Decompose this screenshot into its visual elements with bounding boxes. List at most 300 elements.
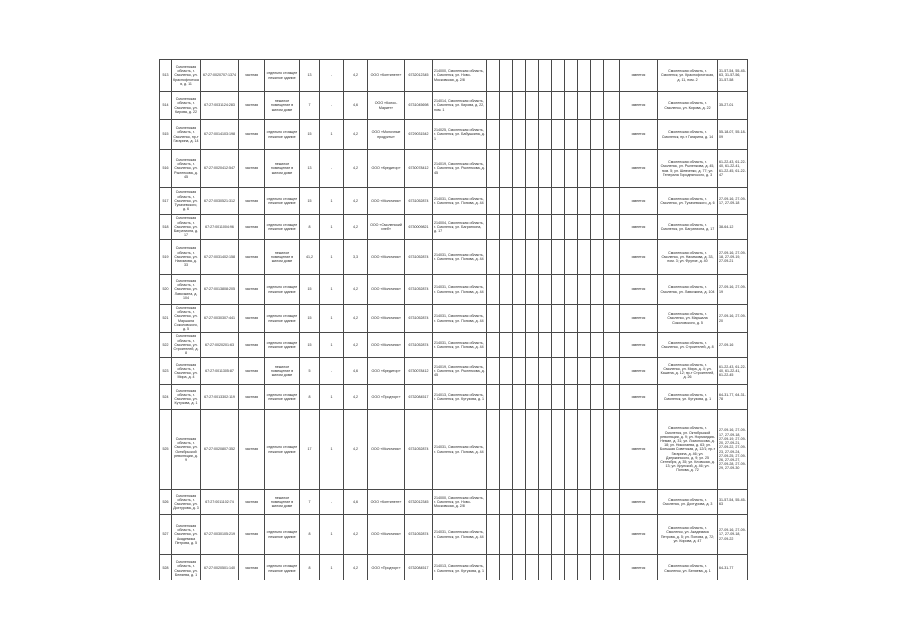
cell-status: имеется bbox=[620, 385, 658, 409]
cell-empty bbox=[552, 333, 565, 357]
cell-ownership: частная bbox=[239, 240, 265, 274]
cell-empty bbox=[487, 120, 500, 149]
cell-empty bbox=[526, 410, 539, 489]
cell-empty bbox=[526, 490, 539, 514]
cell-empty bbox=[578, 515, 591, 554]
cell-legal-address: 214019, Смоленская область, г. Смоленск, ул. Рыленкова, д. 45 bbox=[433, 358, 487, 384]
cell-empty bbox=[513, 275, 526, 304]
cell-empty bbox=[591, 240, 604, 274]
cell-empty bbox=[487, 150, 500, 187]
cell-area: 15 bbox=[300, 188, 320, 214]
cell-phones: 27-09-16, 27-09-17, 27-09-18 bbox=[718, 188, 748, 214]
cell-empty bbox=[604, 305, 620, 332]
table-row bbox=[160, 358, 748, 385]
cell-row-number: 519 bbox=[160, 240, 172, 274]
cell-address: Смоленская область, г. Смоленск, ул. Строителей, д. 8 bbox=[172, 333, 201, 357]
cell-contact-address: Смоленская область, г. Смоленск, ул. Рыленкова, д. 45, пом. 5; ул. Шевченко, д. 77; ул. Генерала Городнянского, д. 3 bbox=[658, 150, 718, 187]
cell-address: Смоленская область, г. Смоленск, ул. Лавочкина, д. 104 bbox=[172, 275, 201, 304]
cell-cadastral-number: 67:27:0011305:87 bbox=[201, 358, 239, 384]
cell-empty bbox=[565, 120, 578, 149]
cell-area: 15 bbox=[300, 120, 320, 149]
cell-empty bbox=[500, 92, 513, 119]
cell-area: 15 bbox=[300, 305, 320, 332]
cell-address: Смоленская область, г. Смоленск, ул. Кутузова, д. 1 bbox=[172, 385, 201, 409]
cell-phones: 31-57-54, 55-45-63 bbox=[718, 490, 748, 514]
cell-empty bbox=[565, 410, 578, 489]
cell-status: имеется bbox=[620, 60, 658, 91]
cell-empty bbox=[565, 92, 578, 119]
cell-empty bbox=[513, 555, 526, 580]
cell-area: 15 bbox=[300, 275, 320, 304]
cell-count: 1 bbox=[320, 515, 344, 554]
table-row bbox=[160, 275, 748, 305]
cell-inn: 6731052874 bbox=[405, 188, 433, 214]
cell-empty bbox=[591, 120, 604, 149]
cell-empty bbox=[539, 240, 552, 274]
cell-empty bbox=[578, 385, 591, 409]
cell-empty bbox=[487, 333, 500, 357]
cell-address: Смоленская область, г. Смоленск, ул. Мира, д. 4 bbox=[172, 358, 201, 384]
cell-organization: ООО «Продторг» bbox=[368, 385, 405, 409]
cell-empty bbox=[578, 333, 591, 357]
cell-contact-address: Смоленская область, г. Смоленск, ул. Академика Петрова, д. 5; ул. Попова, д. 72; ул. Кирова, д. 47 bbox=[658, 515, 718, 554]
cell-empty bbox=[552, 555, 565, 580]
cell-empty bbox=[500, 410, 513, 489]
cell-ownership: частная bbox=[239, 358, 265, 384]
cell-empty bbox=[500, 188, 513, 214]
cell-object-type: отдельно стоящее нежилое здание bbox=[265, 515, 300, 554]
cell-area: 17 bbox=[300, 410, 320, 489]
cell-inn: 6731052874 bbox=[405, 275, 433, 304]
cell-ownership: частная bbox=[239, 333, 265, 357]
cell-status: имеется bbox=[620, 120, 658, 149]
cell-ownership: частная bbox=[239, 275, 265, 304]
cell-empty bbox=[500, 490, 513, 514]
cell-row-number: 514 bbox=[160, 92, 172, 119]
cell-count: 1 bbox=[320, 215, 344, 239]
cell-empty bbox=[539, 385, 552, 409]
cell-empty bbox=[513, 333, 526, 357]
cell-organization: ООО «Колос-Маркет» bbox=[368, 92, 405, 119]
cell-object-type: отдельно стоящее нежилое здание bbox=[265, 60, 300, 91]
cell-area: 13 bbox=[300, 60, 320, 91]
cell-status: имеется bbox=[620, 515, 658, 554]
cell-empty bbox=[500, 358, 513, 384]
cell-empty bbox=[526, 358, 539, 384]
cell-row-number: 517 bbox=[160, 188, 172, 214]
cell-empty bbox=[565, 275, 578, 304]
cell-area: 41,2 bbox=[300, 240, 320, 274]
cell-empty bbox=[539, 215, 552, 239]
cell-empty bbox=[487, 358, 500, 384]
cell-row-number: 521 bbox=[160, 305, 172, 332]
cell-empty bbox=[578, 150, 591, 187]
cell-ownership: частная bbox=[239, 385, 265, 409]
cell-value: 4,6 bbox=[344, 490, 368, 514]
cell-organization: ООО «Молочник» bbox=[368, 410, 405, 489]
cell-cadastral-number: 67:27:0031124:283 bbox=[201, 92, 239, 119]
cell-empty bbox=[591, 60, 604, 91]
cell-empty bbox=[591, 92, 604, 119]
cell-status: имеется bbox=[620, 333, 658, 357]
cell-legal-address: 214031, Смоленская область, г. Смоленск, ул. Попова, д. 44 bbox=[433, 410, 487, 489]
cell-empty bbox=[539, 555, 552, 580]
cell-empty bbox=[526, 60, 539, 91]
cell-value: 4,6 bbox=[344, 358, 368, 384]
cell-empty bbox=[591, 410, 604, 489]
cell-ownership: частная bbox=[239, 305, 265, 332]
cell-empty bbox=[604, 385, 620, 409]
cell-address: Смоленская область, г. Смоленск, пр-т Гагарина, д. 14 bbox=[172, 120, 201, 149]
cell-empty bbox=[487, 490, 500, 514]
cell-address: Смоленская область, г. Смоленск, ул. Маршала Соколовского, д. 5 bbox=[172, 305, 201, 332]
cell-empty bbox=[539, 120, 552, 149]
cell-empty bbox=[604, 555, 620, 580]
cell-empty bbox=[487, 240, 500, 274]
cell-empty bbox=[513, 150, 526, 187]
cell-object-type: нежилое помещение в жилом доме bbox=[265, 490, 300, 514]
cell-object-type: отдельно стоящее нежилое здание bbox=[265, 555, 300, 580]
cell-empty bbox=[591, 188, 604, 214]
cell-phones: 61-22-43, 61-22-40, 61-22-41, 61-22-45, 61-22-47 bbox=[718, 150, 748, 187]
table-row bbox=[160, 410, 748, 490]
cell-address: Смоленская область, г. Смоленск, ул. Рыленкова, д. 45 bbox=[172, 150, 201, 187]
cell-value: 4,2 bbox=[344, 60, 368, 91]
cell-empty bbox=[604, 490, 620, 514]
cell-organization: ООО «Молочник» bbox=[368, 305, 405, 332]
cell-status: имеется bbox=[620, 240, 658, 274]
cell-count: - bbox=[320, 60, 344, 91]
cell-row-number: 527 bbox=[160, 515, 172, 554]
cell-value: 4,2 bbox=[344, 215, 368, 239]
table-row bbox=[160, 385, 748, 410]
cell-legal-address: 214031, Смоленская область, г. Смоленск, ул. Попова, д. 44 bbox=[433, 275, 487, 304]
cell-address: Смоленская область, г. Смоленск, ул. Краснофлотская, д. 11 bbox=[172, 60, 201, 91]
cell-empty bbox=[539, 410, 552, 489]
cell-status: имеется bbox=[620, 150, 658, 187]
cell-ownership: частная bbox=[239, 410, 265, 489]
cell-empty bbox=[526, 515, 539, 554]
cell-organization: ООО «Продторг» bbox=[368, 555, 405, 580]
cell-contact-address: Смоленская область, г. Смоленск, ул. Кирова, д. 22 bbox=[658, 92, 718, 119]
cell-empty bbox=[526, 305, 539, 332]
cell-empty bbox=[552, 490, 565, 514]
cell-empty bbox=[591, 358, 604, 384]
cell-empty bbox=[539, 275, 552, 304]
cell-empty bbox=[513, 305, 526, 332]
cell-ownership: частная bbox=[239, 60, 265, 91]
cell-legal-address: 214031, Смоленская область, г. Смоленск, ул. Попова, д. 44 bbox=[433, 305, 487, 332]
cell-inn: 6730009821 bbox=[405, 215, 433, 239]
cell-empty bbox=[552, 150, 565, 187]
cell-cadastral-number: 67:27:0014103:198 bbox=[201, 120, 239, 149]
cell-phones: 27-09-16, 27-09-18, 27-09-19, 27-09-21 bbox=[718, 240, 748, 274]
cell-value: 4,2 bbox=[344, 385, 368, 409]
cell-contact-address: Смоленская область, г. Смоленск, ул. Багратиона, д. 17 bbox=[658, 215, 718, 239]
cell-ownership: частная bbox=[239, 188, 265, 214]
cell-address: Смоленская область, г. Смоленск, ул. Кирова, д. 22 bbox=[172, 92, 201, 119]
cell-count: - bbox=[320, 358, 344, 384]
cell-empty bbox=[565, 358, 578, 384]
cell-cadastral-number: 67:27:0020807:352 bbox=[201, 410, 239, 489]
cell-empty bbox=[578, 240, 591, 274]
cell-empty bbox=[604, 60, 620, 91]
cell-count: 1 bbox=[320, 275, 344, 304]
table-row bbox=[160, 120, 748, 150]
cell-empty bbox=[591, 305, 604, 332]
cell-inn: 6731052874 bbox=[405, 240, 433, 274]
cell-empty bbox=[604, 92, 620, 119]
cell-object-type: отдельно стоящее нежилое здание bbox=[265, 120, 300, 149]
cell-address: Смоленская область, г. Смоленск, ул. Багратиона, д. 17 bbox=[172, 215, 201, 239]
cell-inn: 6730078412 bbox=[405, 358, 433, 384]
cell-value: 4,2 bbox=[344, 555, 368, 580]
cell-area: 5 bbox=[300, 358, 320, 384]
cell-cadastral-number: 67:27:0020412:547 bbox=[201, 150, 239, 187]
cell-row-number: 513 bbox=[160, 60, 172, 91]
cell-empty bbox=[500, 275, 513, 304]
cell-address: Смоленская область, г. Смоленск, ул. Октябрьской революции, д. 9 bbox=[172, 410, 201, 489]
cell-empty bbox=[487, 275, 500, 304]
cell-phones: 27-09-16, 27-09-20 bbox=[718, 305, 748, 332]
cell-empty bbox=[526, 188, 539, 214]
table-row bbox=[160, 188, 748, 215]
cell-ownership: частная bbox=[239, 515, 265, 554]
cell-area: 7 bbox=[300, 92, 320, 119]
cell-object-type: нежилое помещение в жилом доме bbox=[265, 358, 300, 384]
cell-empty bbox=[565, 188, 578, 214]
cell-empty bbox=[500, 555, 513, 580]
cell-empty bbox=[565, 333, 578, 357]
cell-empty bbox=[513, 515, 526, 554]
cell-empty bbox=[539, 358, 552, 384]
cell-phones: 64-31-77, 64-31-78 bbox=[718, 385, 748, 409]
cell-inn: 6731052874 bbox=[405, 410, 433, 489]
cell-area: 8 bbox=[300, 555, 320, 580]
cell-empty bbox=[539, 333, 552, 357]
cell-legal-address: 214031, Смоленская область, г. Смоленск, ул. Попова, д. 44 bbox=[433, 240, 487, 274]
cell-empty bbox=[552, 305, 565, 332]
cell-object-type: отдельно стоящее нежилое здание bbox=[265, 275, 300, 304]
cell-empty bbox=[513, 490, 526, 514]
table-row bbox=[160, 150, 748, 188]
cell-legal-address: 214025, Смоленская область, г. Смоленск, ул. Бабушкина, д. 1 bbox=[433, 120, 487, 149]
cell-cadastral-number: 67:27:0011004:96 bbox=[201, 215, 239, 239]
cell-organization: ООО «Кредитор» bbox=[368, 358, 405, 384]
cell-empty bbox=[604, 358, 620, 384]
cell-row-number: 528 bbox=[160, 555, 172, 580]
cell-phones: 38-64-12 bbox=[718, 215, 748, 239]
cell-empty bbox=[539, 305, 552, 332]
cell-object-type: отдельно стоящее нежилое здание bbox=[265, 215, 300, 239]
cell-cadastral-number: 67:27:0030105:219 bbox=[201, 515, 239, 554]
cell-empty bbox=[513, 410, 526, 489]
cell-count: 1 bbox=[320, 120, 344, 149]
cell-empty bbox=[526, 150, 539, 187]
cell-ownership: частная bbox=[239, 92, 265, 119]
cell-empty bbox=[565, 305, 578, 332]
cell-empty bbox=[487, 215, 500, 239]
cell-contact-address: Смоленская область, г. Смоленск, ул. Октябрьской революции, д. 9; ул. Нормандия-Неман, д. 31; ул. Ломоносова, д. 18; ул. Николаева, д. 63; ул. Большая Советская, д. 12/1; пр-т Гагарина, д. 46; ул. Дзержинского, д. 9; ул. 25 Сентября, д. 35; ул. Кловская, д. 13; ул. Крупской, д. 46; ул. Попова, д. 72 bbox=[658, 410, 718, 489]
cell-inn: 6731045698 bbox=[405, 92, 433, 119]
cell-empty bbox=[513, 358, 526, 384]
cell-empty bbox=[552, 385, 565, 409]
cell-empty bbox=[487, 555, 500, 580]
cell-ownership: частная bbox=[239, 215, 265, 239]
cell-organization: ООО «Молочник» bbox=[368, 240, 405, 274]
cell-object-type: нежилое помещение в жилом доме bbox=[265, 92, 300, 119]
cell-organization: ООО «Молочник» bbox=[368, 515, 405, 554]
table-row bbox=[160, 490, 748, 515]
cell-ownership: частная bbox=[239, 490, 265, 514]
cell-empty bbox=[487, 410, 500, 489]
cell-empty bbox=[604, 240, 620, 274]
cell-empty bbox=[500, 215, 513, 239]
cell-empty bbox=[552, 188, 565, 214]
cell-count: 1 bbox=[320, 385, 344, 409]
table-row bbox=[160, 240, 748, 275]
cell-legal-address: 214013, Смоленская область, г. Смоленск, ул. Кутузова, д. 1 bbox=[433, 555, 487, 580]
cell-empty bbox=[526, 240, 539, 274]
cell-area: 7 bbox=[300, 490, 320, 514]
cell-inn: 6731052874 bbox=[405, 333, 433, 357]
cell-cadastral-number: 67:27:0030521:312 bbox=[201, 188, 239, 214]
cell-address: Смоленская область, г. Смоленск, ул. Дохтурова, д. 3 bbox=[172, 490, 201, 514]
cell-organization: ООО «Молочник» bbox=[368, 275, 405, 304]
cell-empty bbox=[578, 215, 591, 239]
cell-contact-address: Смоленская область, г. Смоленск, пр-т Гагарина, д. 14 bbox=[658, 120, 718, 149]
cell-status: имеется bbox=[620, 215, 658, 239]
cell-status: имеется bbox=[620, 305, 658, 332]
cell-empty bbox=[604, 333, 620, 357]
cell-empty bbox=[565, 215, 578, 239]
cell-empty bbox=[526, 120, 539, 149]
cell-ownership: частная bbox=[239, 150, 265, 187]
cell-empty bbox=[513, 240, 526, 274]
cell-inn: 6730078412 bbox=[405, 150, 433, 187]
cell-empty bbox=[500, 240, 513, 274]
cell-legal-address: 214031, Смоленская область, г. Смоленск, ул. Попова, д. 44 bbox=[433, 515, 487, 554]
cell-empty bbox=[578, 120, 591, 149]
cell-empty bbox=[591, 275, 604, 304]
cell-phones: 64-31-77 bbox=[718, 555, 748, 580]
cell-row-number: 523 bbox=[160, 358, 172, 384]
cell-empty bbox=[604, 515, 620, 554]
cell-count: - bbox=[320, 92, 344, 119]
cell-status: имеется bbox=[620, 358, 658, 384]
cell-empty bbox=[513, 92, 526, 119]
cell-inn: 6729031542 bbox=[405, 120, 433, 149]
cell-value: 4,2 bbox=[344, 305, 368, 332]
cell-legal-address: 214000, Смоленская область, г. Смоленск, ул. Ново-Московская, д. 2/8 bbox=[433, 60, 487, 91]
cell-contact-address: Смоленская область, г. Смоленск, ул. Тухачевского, д. 6 bbox=[658, 188, 718, 214]
cell-empty bbox=[513, 215, 526, 239]
table-row bbox=[160, 215, 748, 240]
cell-cadastral-number: 67:27:0011102:74 bbox=[201, 490, 239, 514]
cell-contact-address: Смоленская область, г. Смоленск, ул. Маршала Соколовского, д. 5 bbox=[658, 305, 718, 332]
cell-value: 4,6 bbox=[344, 92, 368, 119]
cell-row-number: 515 bbox=[160, 120, 172, 149]
cell-object-type: отдельно стоящее нежилое здание bbox=[265, 333, 300, 357]
cell-phones: 55-18-07, 55-18-09 bbox=[718, 120, 748, 149]
cell-legal-address: 214031, Смоленская область, г. Смоленск, ул. Попова, д. 44 bbox=[433, 188, 487, 214]
cell-empty bbox=[513, 120, 526, 149]
cell-empty bbox=[591, 490, 604, 514]
cell-empty bbox=[565, 150, 578, 187]
cell-empty bbox=[604, 410, 620, 489]
cell-row-number: 526 bbox=[160, 490, 172, 514]
cell-ownership: частная bbox=[239, 120, 265, 149]
cell-empty bbox=[552, 240, 565, 274]
cell-empty bbox=[591, 215, 604, 239]
cell-empty bbox=[487, 92, 500, 119]
cell-empty bbox=[552, 410, 565, 489]
cell-empty bbox=[578, 410, 591, 489]
cell-empty bbox=[539, 188, 552, 214]
cell-value: 4,2 bbox=[344, 120, 368, 149]
cell-legal-address: 214013, Смоленская область, г. Смоленск, ул. Кутузова, д. 1 bbox=[433, 385, 487, 409]
cell-organization: ООО «Континент» bbox=[368, 60, 405, 91]
cell-value: 4,2 bbox=[344, 333, 368, 357]
cell-legal-address: 214004, Смоленская область, г. Смоленск, ул. Багратиона, д. 17 bbox=[433, 215, 487, 239]
cell-status: имеется bbox=[620, 555, 658, 580]
cell-phones: 35-27-01 bbox=[718, 92, 748, 119]
cell-cadastral-number: 67:27:0030307:441 bbox=[201, 305, 239, 332]
cell-empty bbox=[539, 150, 552, 187]
cell-count: - bbox=[320, 490, 344, 514]
cell-empty bbox=[578, 188, 591, 214]
cell-empty bbox=[565, 555, 578, 580]
cell-empty bbox=[591, 333, 604, 357]
cell-empty bbox=[552, 215, 565, 239]
cell-object-type: нежилое помещение в жилом доме bbox=[265, 150, 300, 187]
cell-inn: 6731052874 bbox=[405, 305, 433, 332]
cell-empty bbox=[526, 385, 539, 409]
cell-row-number: 518 bbox=[160, 215, 172, 239]
cell-empty bbox=[526, 555, 539, 580]
cell-object-type: отдельно стоящее нежилое здание bbox=[265, 385, 300, 409]
cell-empty bbox=[539, 60, 552, 91]
cell-empty bbox=[552, 92, 565, 119]
cell-empty bbox=[526, 275, 539, 304]
cell-count: 1 bbox=[320, 240, 344, 274]
cell-cadastral-number: 67:27:0020707:1374 bbox=[201, 60, 239, 91]
cell-contact-address: Смоленская область, г. Смоленск, ул. Строителей, д. 8 bbox=[658, 333, 718, 357]
cell-count: 1 bbox=[320, 333, 344, 357]
cell-status: имеется bbox=[620, 410, 658, 489]
cell-phones: 27-09-16, 27-09-19 bbox=[718, 275, 748, 304]
cell-contact-address: Смоленская область, г. Смоленск, ул. Дохтурова, д. 3 bbox=[658, 490, 718, 514]
cell-empty bbox=[539, 490, 552, 514]
cell-empty bbox=[526, 92, 539, 119]
cell-empty bbox=[604, 150, 620, 187]
cell-status: имеется bbox=[620, 188, 658, 214]
cell-count: 1 bbox=[320, 305, 344, 332]
cell-empty bbox=[578, 92, 591, 119]
cell-count: 1 bbox=[320, 410, 344, 489]
cell-empty bbox=[604, 120, 620, 149]
cell-cadastral-number: 67:27:0020501:140 bbox=[201, 555, 239, 580]
cell-empty bbox=[552, 275, 565, 304]
cell-empty bbox=[552, 358, 565, 384]
cell-empty bbox=[500, 515, 513, 554]
cell-address: Смоленская область, г. Смоленск, ул. Беляева, д. 1 bbox=[172, 555, 201, 580]
cell-empty bbox=[591, 515, 604, 554]
register-table bbox=[159, 59, 748, 580]
cell-empty bbox=[513, 385, 526, 409]
cell-value: 3,3 bbox=[344, 240, 368, 274]
cell-area: 15 bbox=[300, 333, 320, 357]
